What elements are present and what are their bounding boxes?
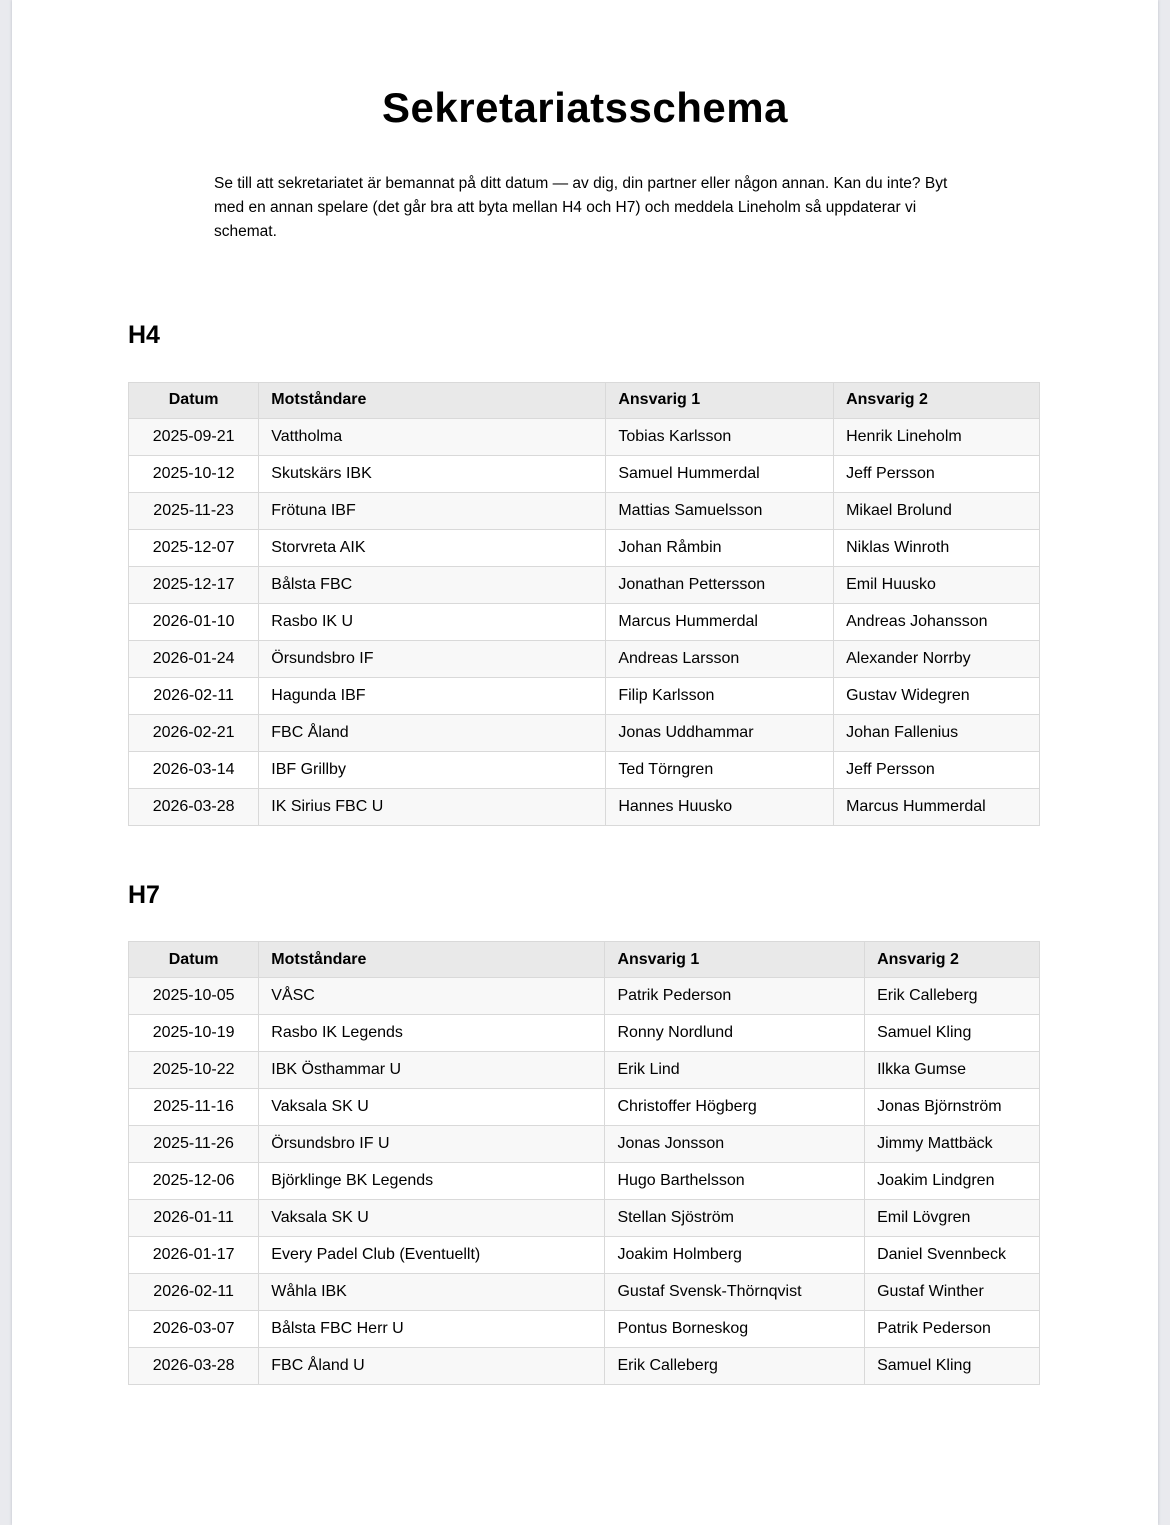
document-page — [12, 0, 1158, 1525]
table-cell: 2026-03-07 — [129, 1311, 259, 1348]
table-cell: 2026-02-11 — [129, 1274, 259, 1311]
table-cell: Jonas Jonsson — [605, 1126, 865, 1163]
table-cell: Mikael Brolund — [834, 492, 1040, 529]
table-cell: Jonas Björnström — [865, 1089, 1040, 1126]
table-row — [129, 1348, 1040, 1385]
table-cell: Emil Huusko — [834, 566, 1040, 603]
table-cell: Björklinge BK Legends — [259, 1163, 605, 1200]
table-cell: 2025-11-23 — [129, 492, 259, 529]
table-row — [129, 751, 1040, 788]
table-cell: 2025-11-26 — [129, 1126, 259, 1163]
table-cell: Johan Råmbin — [606, 529, 834, 566]
table-cell: 2025-09-21 — [129, 418, 259, 455]
column-header: Datum — [129, 942, 259, 978]
table-cell: Jimmy Mattbäck — [865, 1126, 1040, 1163]
table-cell: Bålsta FBC — [259, 566, 606, 603]
table-cell: Rasbo IK Legends — [259, 1015, 605, 1052]
table-cell: Ted Törngren — [606, 751, 834, 788]
table-cell: 2025-10-05 — [129, 978, 259, 1015]
table-cell: Vattholma — [259, 418, 606, 455]
table-row — [129, 492, 1040, 529]
table-cell: 2026-01-24 — [129, 640, 259, 677]
column-header: Ansvarig 2 — [834, 382, 1040, 418]
table-cell: Örsundsbro IF — [259, 640, 606, 677]
table-cell: IK Sirius FBC U — [259, 788, 606, 825]
table-cell: Gustav Widegren — [834, 677, 1040, 714]
section-h4 — [128, 322, 1042, 826]
table-cell: Mattias Samuelsson — [606, 492, 834, 529]
table-cell: 2026-03-28 — [129, 788, 259, 825]
table-row — [129, 1311, 1040, 1348]
table-cell: Hagunda IBF — [259, 677, 606, 714]
table-cell: IBK Östhammar U — [259, 1052, 605, 1089]
table-header-row — [129, 942, 1040, 978]
table-row — [129, 677, 1040, 714]
table-cell: 2025-10-19 — [129, 1015, 259, 1052]
table-cell: IBF Grillby — [259, 751, 606, 788]
table-cell: Ronny Nordlund — [605, 1015, 865, 1052]
table-cell: Andreas Larsson — [606, 640, 834, 677]
table-cell: Pontus Borneskog — [605, 1311, 865, 1348]
table-cell: Filip Karlsson — [606, 677, 834, 714]
table-cell: Gustaf Winther — [865, 1274, 1040, 1311]
table-cell: Andreas Johansson — [834, 603, 1040, 640]
table-cell: 2026-02-11 — [129, 677, 259, 714]
table-cell: Gustaf Svensk-Thörnqvist — [605, 1274, 865, 1311]
table-cell: Jonathan Pettersson — [606, 566, 834, 603]
column-header: Motståndare — [259, 382, 606, 418]
table-row — [129, 788, 1040, 825]
table-cell: Rasbo IK U — [259, 603, 606, 640]
table-cell: Samuel Hummerdal — [606, 455, 834, 492]
table-cell: 2025-10-12 — [129, 455, 259, 492]
table-cell: 2026-03-14 — [129, 751, 259, 788]
table-cell: Jeff Persson — [834, 455, 1040, 492]
table-cell: Erik Calleberg — [865, 978, 1040, 1015]
table-row — [129, 640, 1040, 677]
column-header: Ansvarig 1 — [605, 942, 865, 978]
schedule-table-h4 — [128, 382, 1040, 826]
table-cell: Hugo Barthelsson — [605, 1163, 865, 1200]
table-cell: Jeff Persson — [834, 751, 1040, 788]
table-cell: Christoffer Högberg — [605, 1089, 865, 1126]
table-row — [129, 714, 1040, 751]
document-content — [12, 0, 1158, 1525]
table-cell: 2025-12-06 — [129, 1163, 259, 1200]
table-cell: 2025-12-17 — [129, 566, 259, 603]
table-cell: VÅSC — [259, 978, 605, 1015]
column-header: Motståndare — [259, 942, 605, 978]
table-row — [129, 418, 1040, 455]
table-row — [129, 1126, 1040, 1163]
schedule-table-h7 — [128, 941, 1040, 1385]
table-cell: Niklas Winroth — [834, 529, 1040, 566]
table-cell: 2026-02-21 — [129, 714, 259, 751]
table-cell: Emil Lövgren — [865, 1200, 1040, 1237]
table-cell: Frötuna IBF — [259, 492, 606, 529]
table-cell: Vaksala SK U — [259, 1200, 605, 1237]
table-row — [129, 1163, 1040, 1200]
table-cell: Erik Calleberg — [605, 1348, 865, 1385]
table-row — [129, 1015, 1040, 1052]
table-cell: 2026-01-11 — [129, 1200, 259, 1237]
table-cell: Stellan Sjöström — [605, 1200, 865, 1237]
table-row — [129, 455, 1040, 492]
table-cell: 2025-12-07 — [129, 529, 259, 566]
table-cell: Tobias Karlsson — [606, 418, 834, 455]
section-heading-h7: H7 — [128, 880, 160, 909]
table-cell: 2025-10-22 — [129, 1052, 259, 1089]
table-cell: Hannes Huusko — [606, 788, 834, 825]
table-row — [129, 1200, 1040, 1237]
table-cell: Johan Fallenius — [834, 714, 1040, 751]
page-title: Sekretariatsschema — [382, 84, 788, 131]
table-cell: Marcus Hummerdal — [834, 788, 1040, 825]
table-row — [129, 978, 1040, 1015]
table-cell: Örsundsbro IF U — [259, 1126, 605, 1163]
column-header: Ansvarig 1 — [606, 382, 834, 418]
table-cell: Patrik Pederson — [605, 978, 865, 1015]
table-cell: Joakim Holmberg — [605, 1237, 865, 1274]
table-cell: Henrik Lineholm — [834, 418, 1040, 455]
section-heading-h4: H4 — [128, 321, 160, 350]
table-cell: Joakim Lindgren — [865, 1163, 1040, 1200]
table-cell: FBC Åland U — [259, 1348, 605, 1385]
column-header: Ansvarig 2 — [865, 942, 1040, 978]
table-cell: Storvreta AIK — [259, 529, 606, 566]
table-cell: Samuel Kling — [865, 1015, 1040, 1052]
table-cell: Jonas Uddhammar — [606, 714, 834, 751]
table-cell: Every Padel Club (Eventuellt) — [259, 1237, 605, 1274]
table-cell: FBC Åland — [259, 714, 606, 751]
table-cell: 2025-11-16 — [129, 1089, 259, 1126]
table-cell: 2026-01-17 — [129, 1237, 259, 1274]
table-cell: Bålsta FBC Herr U — [259, 1311, 605, 1348]
table-cell: 2026-03-28 — [129, 1348, 259, 1385]
table-cell: Vaksala SK U — [259, 1089, 605, 1126]
column-header: Datum — [129, 382, 259, 418]
table-cell: Wåhla IBK — [259, 1274, 605, 1311]
table-cell: 2026-01-10 — [129, 603, 259, 640]
table-header-row — [129, 382, 1040, 418]
section-h7 — [128, 882, 1042, 1386]
table-cell: Marcus Hummerdal — [606, 603, 834, 640]
table-cell: Samuel Kling — [865, 1348, 1040, 1385]
table-row — [129, 529, 1040, 566]
table-cell: Patrik Pederson — [865, 1311, 1040, 1348]
table-row — [129, 603, 1040, 640]
table-cell: Erik Lind — [605, 1052, 865, 1089]
table-cell: Alexander Norrby — [834, 640, 1040, 677]
table-row — [129, 1052, 1040, 1089]
table-row — [129, 1089, 1040, 1126]
intro-paragraph: Se till att sekretariatet är bemannat på ditt datum — av dig, din partner eller någon annan. Kan du inte? Byt med en annan spelare (det går bra att byta mellan H4 och H7) och meddela Lineholm så uppdaterar vi schemat. — [214, 175, 948, 241]
table-row — [129, 566, 1040, 603]
table-cell: Skutskärs IBK — [259, 455, 606, 492]
table-row — [129, 1237, 1040, 1274]
table-cell: Ilkka Gumse — [865, 1052, 1040, 1089]
table-cell: Daniel Svennbeck — [865, 1237, 1040, 1274]
table-row — [129, 1274, 1040, 1311]
